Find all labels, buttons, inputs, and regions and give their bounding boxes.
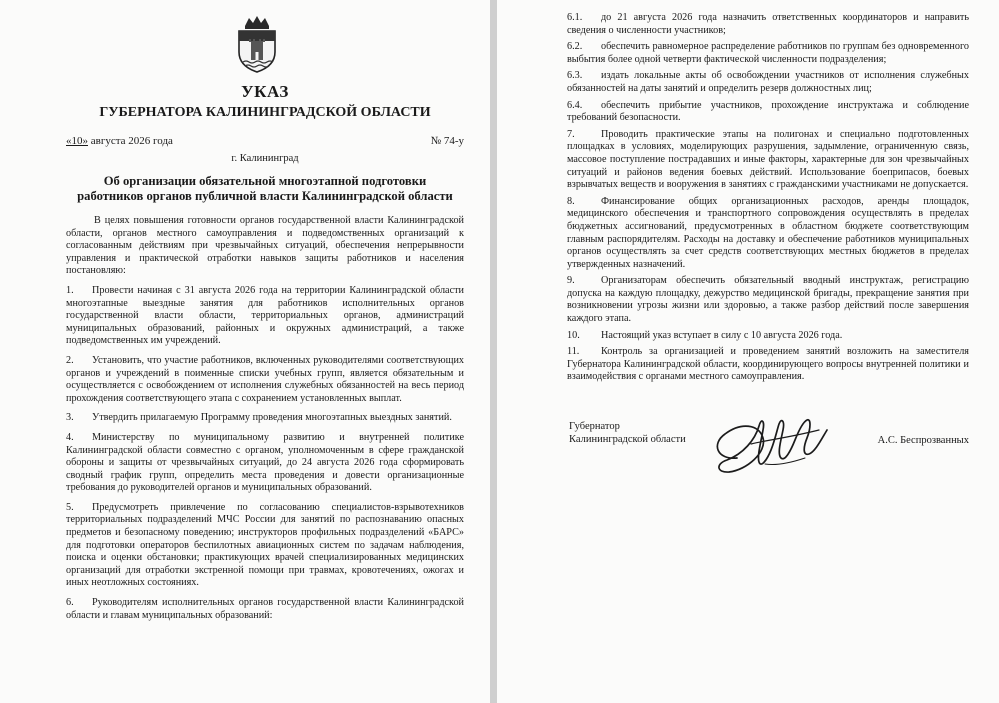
decree-item-1: [66, 285, 464, 348]
decree-issuer: ГУБЕРНАТОРА КАЛИНИНГРАДСКОЙ ОБЛАСТИ: [99, 105, 431, 120]
decree-item-6: [66, 597, 464, 622]
signer-position-line1: Губернатор: [569, 421, 620, 433]
decree-item-8: [567, 196, 969, 272]
item-text: Предусмотреть привлечение по согласованию специалистов-взрывотехников территориальных подразделений МЧС России для занятий по распознаванию опасных предметов и безопасному поведению; инструкторов профильных подразделений «БАРС» для подготовки операторов беспилотных авиационных систем по задачам наблюдения, поиска и оценки обстановки; практикующих врачей специализированных медицинских организаций для отработки экстренной помощи при травмах, кровотечениях, ожогах и иных неотложных состояниях.: [66, 501, 464, 589]
item-text: Проводить практические этапы на полигонах и специально подготовленных площадках в условиях, моделирующих разрушения, задымление, ограниченную связь, массовое поступление пострадавших и иные факторы, характерные для зон чрезвычайных ситуаций и районов ведения боевых действий. Использование боеприпасов, боевых взрывчатых веществ и вооружения в занятиях с гражданскими участниками не допускается.: [567, 128, 969, 191]
kaliningrad-coat-of-arms-icon: [231, 14, 283, 74]
item-text: Установить, что участие работников, включенных руководителями соответствующих органов и учреждений в поименные списки учебных групп, является обязательным и осуществляется с освобождением от исполнения служебных обязанностей на весь период прохождения соответствующего этапа с сохранением установленных выплат.: [66, 354, 464, 404]
signer-position: [569, 420, 686, 446]
decree-item-6-1: [567, 12, 969, 37]
signer-name: А.С. Беспрозванных: [877, 435, 969, 447]
decree-item-7: [567, 129, 969, 192]
decree-item-10: [567, 330, 969, 343]
item-number: 3.: [66, 412, 74, 424]
item-number: 7.: [567, 128, 575, 140]
item-text: Утвердить прилагаемую Программу проведения многоэтапных выездных занятий.: [92, 412, 452, 424]
decree-item-6-4: [567, 100, 969, 125]
item-text: Руководителям исполнительных органов государственной власти Калининградской области и главам муниципальных образований:: [66, 597, 464, 621]
item-number: 6.: [66, 597, 74, 609]
decree-item-11: [567, 346, 969, 384]
item-text: обеспечить равномерное распределение работников по группам без одновременного выбытия более одной четверти фактической численности подразделения;: [567, 41, 969, 65]
decree-preamble: В целях повышения готовности органов государственной власти Калининградской области, органов местного самоуправления и подведомственных организаций к согласованным действиям при чрезвычайных ситуаций, обеспечения непрерывности управления и практической отработки навыков защиты работников и населения постановляю:: [66, 215, 464, 277]
decree-city: г. Калининград: [231, 153, 299, 164]
item-number: 11.: [567, 346, 580, 358]
item-number: 5.: [66, 501, 74, 513]
item-number: 2.: [66, 354, 74, 366]
page-left: [0, 0, 490, 703]
decree-item-9: [567, 275, 969, 325]
decree-heading: Об организации обязательной многоэтапной подготовки работников органов публичной власти Калининградской области: [77, 174, 453, 203]
item-number: 1.: [66, 284, 74, 296]
item-text: Министерству по муниципальному развитию и внутренней политике Калининградской области совместно с органом, уполномоченным в сфере гражданской обороны и защиты от чрезвычайных ситуаций, до 24 августа 2026 года сформировать сводный график групп, определить места проведения и довести организационные требования до руководителей органов и муниципальных образований.: [66, 431, 464, 494]
signer-position-line2: Калининградской области: [569, 434, 686, 446]
decree-item-5: [66, 502, 464, 590]
signature-block: [567, 418, 969, 498]
item-number: 9.: [567, 275, 575, 287]
item-text: Организаторам обеспечить обязательный вводный инструктаж, регистрацию допуска на каждую площадку, дежурство медицинской бригады, прекращение занятия при возникновении угрозы жизни или здоровью, а также разбор действий после завершения каждого этапа.: [567, 275, 969, 325]
page-right: [497, 0, 999, 703]
item-number: 6.3.: [567, 70, 583, 82]
date-number-line: [66, 135, 464, 147]
item-number: 6.1.: [567, 12, 583, 23]
item-number: 10.: [567, 329, 580, 341]
item-text: до 21 августа 2026 года назначить ответственных координаторов и направить сведения о численности участников;: [567, 12, 969, 36]
decree-number: № 74-у: [430, 135, 464, 147]
decree-title: УКАЗ: [241, 82, 289, 101]
decree-item-3: [66, 412, 464, 425]
item-number: 6.4.: [567, 99, 583, 111]
decree-date: [66, 135, 173, 147]
decree-item-6-3: [567, 70, 969, 95]
decree-date-day: «10»: [66, 135, 88, 147]
item-text: Настоящий указ вступает в силу с 10 августа 2026 года.: [601, 329, 843, 341]
decree-item-2: [66, 355, 464, 405]
handwritten-signature: [707, 400, 847, 490]
item-number: 6.2.: [567, 41, 583, 53]
item-text: обеспечить прибытие участников, прохождение инструктажа и соблюдение требований безопасности.: [567, 99, 969, 124]
item-text: Финансирование общих организационных расходов, аренды площадок, медицинского обеспечения и транспортного сопровождения осуществлять в пределах бюджетных ассигнований, предусмотренных в областном бюджете соответствующим главным распорядителям. Расходы на доставку и обеспечение работников муниципальных органов осуществлять за счет средств соответствующих местных бюджетов в пределах утвержденных назначений.: [567, 195, 969, 270]
item-text: издать локальные акты об освобождении участников от исполнения служебных обязанностей на даты занятий и определить резерв должностных лиц;: [567, 70, 969, 94]
decree-item-6-2: [567, 41, 969, 66]
decree-date-rest: августа 2026 года: [88, 135, 173, 147]
item-number: 8.: [567, 195, 575, 207]
decree-item-4: [66, 432, 464, 495]
item-text: Провести начиная с 31 августа 2026 года на территории Калининградской области многоэтапные выездные занятия для работников исполнительных органов государственной власти области, территориальных органов, администраций муниципальных образований, районных и окружных администраций, а также подведомственных им учреждений.: [66, 284, 464, 347]
item-number: 4.: [66, 431, 74, 443]
item-text: Контроль за организацией и проведением занятий возложить на заместителя Губернатора Калининградской области, координирующего вопросы внутренней политики и взаимодействия с органами местного самоуправления.: [567, 346, 969, 383]
